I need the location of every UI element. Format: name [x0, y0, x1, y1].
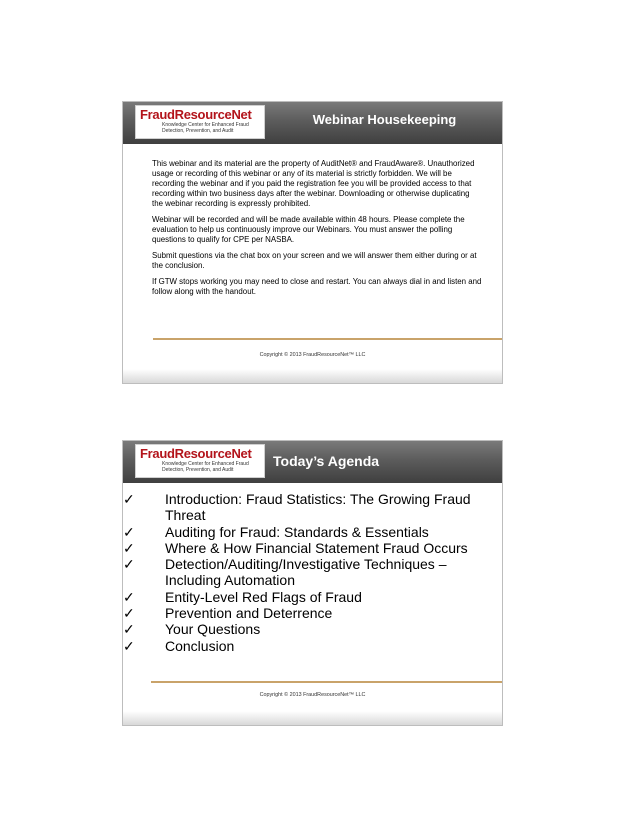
agenda-item-text: Detection/Auditing/Investigative Techniques – Including Automation	[165, 556, 447, 589]
checkmark-icon: ✓	[123, 556, 135, 573]
checkmark-icon: ✓	[123, 621, 135, 638]
agenda-item	[123, 540, 493, 556]
copyright-text: Copyright © 2013 FraudResourceNet™ LLC	[259, 352, 366, 358]
agenda-item-text: Where & How Financial Statement Fraud Occurs	[165, 539, 468, 556]
paragraph-property-notice: This webinar and its material are the property of AuditNet® and FraudAware®. Unauthorized usage or recording of this webinar or any of its material is strictly forbidden. We will be recording the webinar and if you paid the registration fee you will be provided access to that recording within two business days after the webinar. Downloading or otherwise duplicating the webinar recording is expressly prohibited.	[152, 159, 475, 208]
slide-todays-agenda	[122, 440, 503, 726]
paragraph-questions: Submit questions via the chat box on your screen and we will answer them either during or at the conclusion.	[152, 251, 477, 270]
slide-webinar-housekeeping	[122, 101, 503, 384]
slide-bottom-band	[123, 711, 502, 725]
paragraph-recording-notice: Webinar will be recorded and will be made available within 48 hours. Please complete the evaluation to help us continuously improve our Webinars. You must answer the polling questions to qualify for CPE per NASBA.	[152, 215, 465, 244]
agenda-item	[123, 491, 493, 524]
slide-title: Today’s Agenda	[273, 453, 380, 469]
slide-body	[152, 159, 482, 303]
logo-tagline: Knowledge Center for Enhanced Fraud Detection, Prevention, and Audit	[162, 122, 249, 134]
agenda-item-text: Entity-Level Red Flags of Fraud	[165, 588, 362, 605]
agenda-item-text: Auditing for Fraud: Standards & Essentials	[165, 523, 429, 540]
agenda-item-text: Your Questions	[165, 621, 261, 638]
slide-bottom-band	[123, 369, 502, 383]
divider-line	[153, 338, 503, 340]
checkmark-icon: ✓	[123, 637, 135, 654]
divider-line	[151, 681, 503, 683]
agenda-item	[123, 556, 493, 589]
logo-name: FraudResourceNet	[140, 446, 252, 461]
fraudresourcenet-logo	[135, 444, 265, 478]
agenda-item	[123, 605, 493, 621]
checkmark-icon: ✓	[123, 539, 135, 556]
fraudresourcenet-logo	[135, 105, 265, 139]
slide-header	[123, 441, 502, 483]
slide-title: Webinar Housekeeping	[312, 112, 457, 127]
checkmark-icon: ✓	[123, 588, 135, 605]
logo-name: FraudResourceNet	[140, 107, 252, 122]
slide-header	[123, 102, 502, 144]
copyright-text: Copyright © 2013 FraudResourceNet™ LLC	[259, 692, 366, 698]
agenda-item-text: Introduction: Fraud Statistics: The Growing Fraud Threat	[165, 491, 471, 524]
agenda-item-text: Conclusion	[165, 637, 235, 654]
agenda-item	[123, 638, 493, 654]
checkmark-icon: ✓	[123, 605, 135, 622]
agenda-item-text: Prevention and Deterrence	[165, 605, 333, 622]
paragraph-gtw: If GTW stops working you may need to close and restart. You can always dial in and listen and follow along with the handout.	[152, 277, 482, 296]
checkmark-icon: ✓	[123, 523, 135, 540]
logo-tagline: Knowledge Center for Enhanced Fraud Detection, Prevention, and Audit	[162, 461, 249, 473]
agenda-list	[123, 491, 493, 654]
agenda-item	[123, 621, 493, 637]
checkmark-icon: ✓	[123, 491, 135, 507]
agenda-item	[123, 524, 493, 540]
agenda-item	[123, 589, 493, 605]
